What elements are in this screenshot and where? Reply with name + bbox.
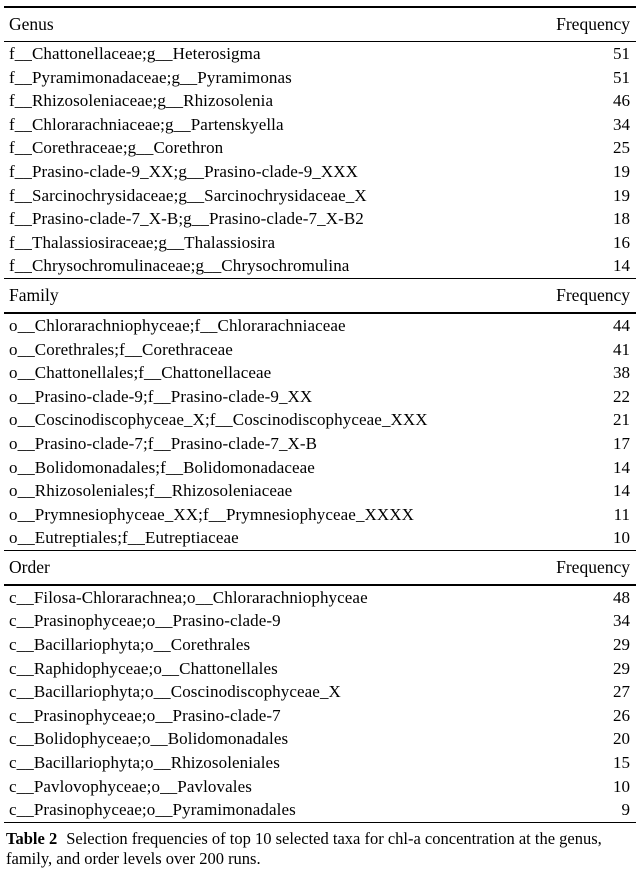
frequency-value: 21 [613,410,630,430]
order-section [4,550,636,822]
genus-section [4,6,636,278]
table-row [4,657,636,681]
bottom-rule [4,822,636,824]
frequency-value: 9 [621,800,630,820]
table-row [4,704,636,728]
table-row [4,479,636,503]
taxon-name: c__Prasinophyceae;o__Prasino-clade-9 [9,611,281,631]
table-row [4,727,636,751]
table-row [4,609,636,633]
table-row [4,361,636,385]
frequency-value: 14 [613,457,630,477]
table-row [4,254,636,278]
taxon-name: o__Coscinodiscophyceae_X;f__Coscinodiscophyceae_XXX [9,410,428,430]
frequency-value: 41 [613,339,630,359]
taxon-name: o__Eutreptiales;f__Eutreptiaceae [9,528,239,548]
table-row [4,385,636,409]
frequency-value: 11 [613,504,630,524]
table-row [4,314,636,338]
taxon-name: o__Rhizosoleniales;f__Rhizosoleniaceae [9,481,293,501]
frequency-value: 19 [613,185,630,205]
taxon-name: o__Prasino-clade-7;f__Prasino-clade-7_X-B [9,433,318,453]
frequency-value: 20 [613,729,630,749]
taxon-name: c__Raphidophyceae;o__Chattonellales [9,658,278,678]
table-row [4,798,636,822]
frequency-value: 15 [613,753,630,773]
table-row [4,89,636,113]
frequency-value: 34 [613,611,630,631]
frequency-value: 34 [613,114,630,134]
taxon-name: f__Chattonellaceae;g__Heterosigma [9,44,261,63]
taxon-name: c__Bacillariophyta;o__Coscinodiscophyceae_X [9,682,341,702]
frequency-value: 16 [613,232,630,252]
taxon-name: f__Corethraceae;g__Corethron [9,138,224,158]
table-row [4,586,636,610]
taxon-name: o__Prymnesiophyceae_XX;f__Prymnesiophyceae_XXXX [9,504,415,524]
table-row [4,775,636,799]
caption-label: Table 2 [6,829,58,849]
frequency-value: 10 [613,528,630,548]
frequency-value: 51 [613,67,630,87]
table-row [4,113,636,137]
taxon-name: o__Prasino-clade-9;f__Prasino-clade-9_XX [9,386,313,406]
taxon-name: c__Bacillariophyta;o__Corethrales [9,635,251,655]
taxon-name: c__Bacillariophyta;o__Rhizosoleniales [9,753,280,773]
taxon-name: f__Prasino-clade-7_X-B;g__Prasino-clade-7_X-B2 [9,209,364,229]
family-frequency-column-header: Frequency [556,285,630,306]
taxon-name: f__Chlorarachniaceae;g__Partenskyella [9,114,284,134]
taxon-name: o__Chlorarachniophyceae;f__Chlorarachniaceae [9,315,346,335]
table-row [4,231,636,255]
table-row [4,338,636,362]
taxon-name: c__Prasinophyceae;o__Prasino-clade-7 [9,705,281,725]
family-rows [4,314,636,550]
selection-frequency-table [4,6,636,823]
taxon-name: f__Chrysochromulinaceae;g__Chrysochromulina [9,256,350,276]
taxon-name: c__Prasinophyceae;o__Pyramimonadales [9,800,296,820]
frequency-value: 48 [613,587,630,607]
taxon-name: f__Rhizosoleniaceae;g__Rhizosolenia [9,91,274,111]
taxon-name: f__Sarcinochrysidaceae;g__Sarcinochrysidaceae_X [9,185,367,205]
frequency-value: 22 [613,386,630,406]
table-row [4,432,636,456]
order-frequency-column-header: Frequency [556,557,630,578]
genus-header-row [4,8,636,41]
table-row [4,751,636,775]
family-section [4,278,636,550]
frequency-value: 17 [613,433,630,453]
order-section-title: Order [9,557,50,578]
table-row [4,503,636,527]
frequency-value: 51 [613,44,630,63]
table-row [4,633,636,657]
family-section-title: Family [9,285,59,306]
frequency-value: 19 [613,161,630,181]
genus-frequency-column-header: Frequency [556,13,630,34]
frequency-value: 29 [613,635,630,655]
taxon-name: c__Pavlovophyceae;o__Pavlovales [9,776,252,796]
table-row [4,456,636,480]
table-row [4,66,636,90]
taxon-name: f__Pyramimonadaceae;g__Pyramimonas [9,67,292,87]
frequency-value: 44 [613,315,630,335]
frequency-value: 29 [613,658,630,678]
frequency-value: 18 [613,209,630,229]
frequency-value: 38 [613,363,630,383]
taxon-name: f__Thalassiosiraceae;g__Thalassiosira [9,232,276,252]
taxon-name: o__Corethrales;f__Corethraceae [9,339,233,359]
frequency-value: 26 [613,705,630,725]
frequency-value: 14 [613,256,630,276]
frequency-value: 25 [613,138,630,158]
table-row [4,408,636,432]
table-caption [4,829,610,869]
caption-text: Selection frequencies of top 10 selected taxa for chl-a concentration at the genus, family, and order levels over 200 runs. [6,829,602,869]
frequency-value: 27 [613,682,630,702]
taxon-name: o__Bolidomonadales;f__Bolidomonadaceae [9,457,315,477]
table-row [4,160,636,184]
order-rows [4,586,636,822]
frequency-value: 10 [613,776,630,796]
order-header-row [4,551,636,584]
table-row [4,680,636,704]
frequency-value: 46 [613,91,630,111]
genus-section-title: Genus [9,13,54,34]
taxon-name: o__Chattonellales;f__Chattonellaceae [9,363,272,383]
genus-rows [4,42,636,278]
taxon-name: c__Filosa-Chlorarachnea;o__Chlorarachniophyceae [9,587,368,607]
family-header-row [4,279,636,312]
taxon-name: c__Bolidophyceae;o__Bolidomonadales [9,729,289,749]
table-row [4,136,636,160]
table-row [4,184,636,208]
table-row [4,526,636,550]
table-row [4,42,636,66]
taxon-name: f__Prasino-clade-9_XX;g__Prasino-clade-9_XXX [9,161,359,181]
table-row [4,207,636,231]
frequency-value: 14 [613,481,630,501]
